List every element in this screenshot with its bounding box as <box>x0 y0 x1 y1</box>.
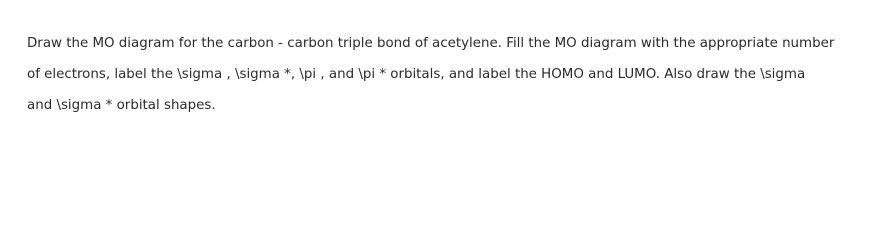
question-line-2: of electrons, label the \sigma , \sigma *, \pi , and \pi * orbitals, and label the HOMO and LUMO. Also draw the \sigma <box>27 67 806 82</box>
question-line-3: and \sigma * orbital shapes. <box>27 98 216 113</box>
question-line-1: Draw the MO diagram for the carbon - carbon triple bond of acetylene. Fill the MO diagram with the appropriate number <box>27 36 835 51</box>
question-text <box>27 28 891 121</box>
